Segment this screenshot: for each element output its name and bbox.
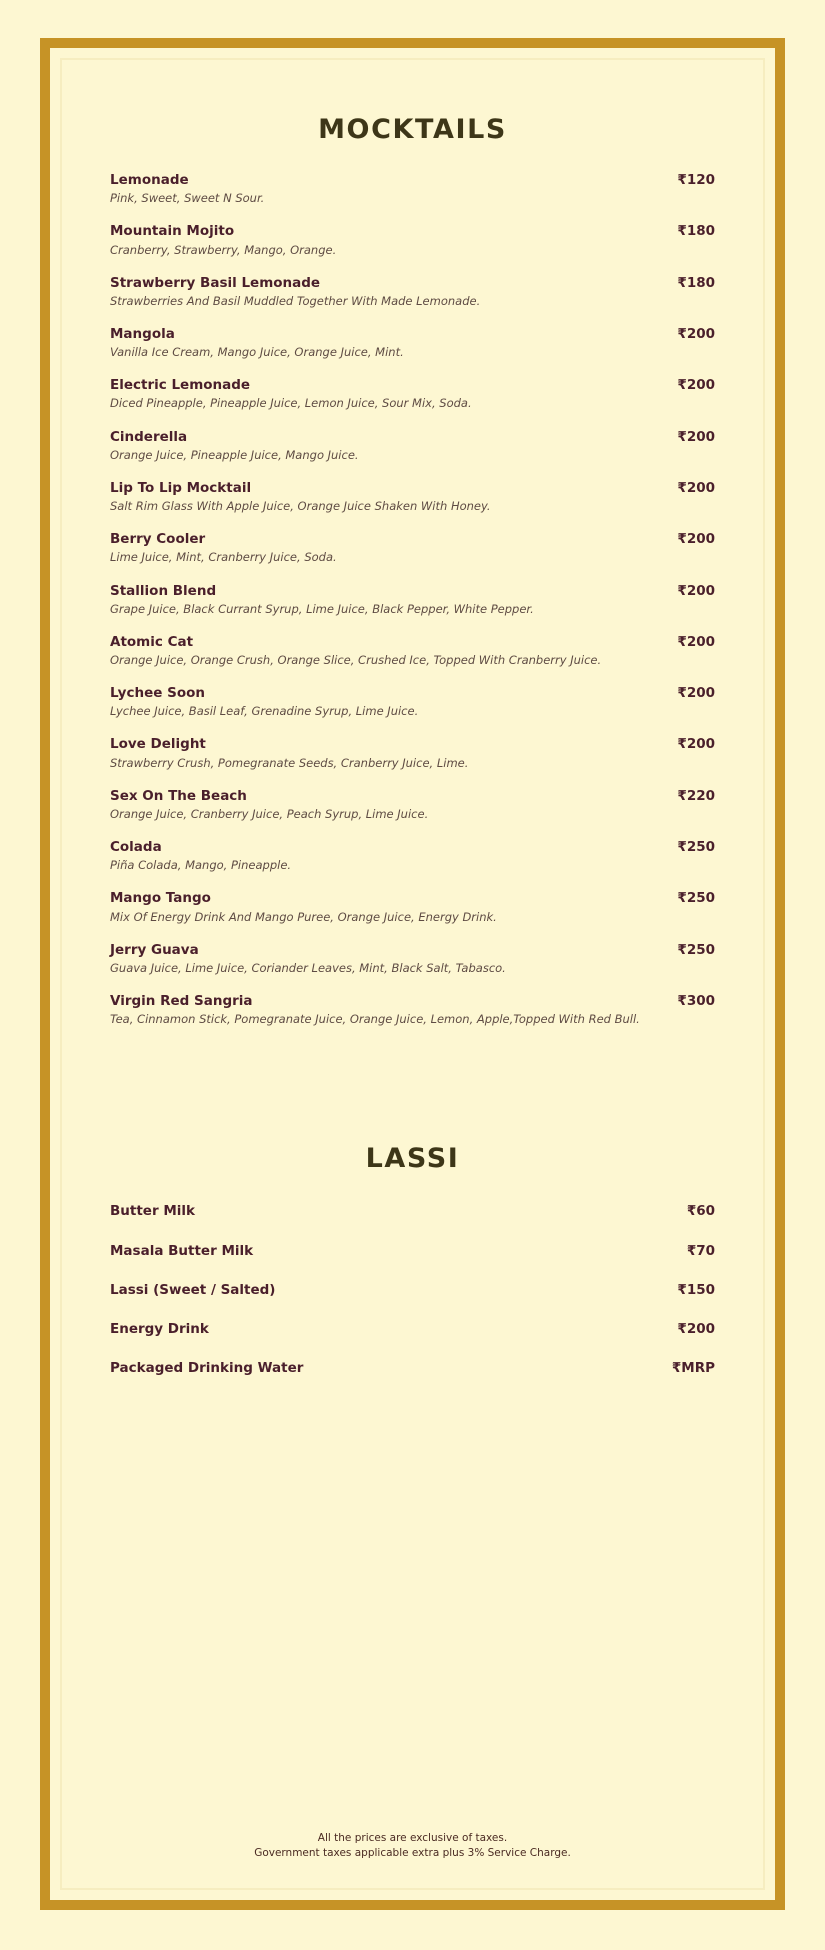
decorative-gold-frame (40, 38, 785, 1910)
menu-item-price: ₹250 (677, 839, 715, 856)
menu-item-text (110, 325, 659, 360)
menu-item (110, 171, 715, 206)
menu-item-name: Energy Drink (110, 1320, 209, 1337)
menu-item-text (110, 428, 659, 463)
menu-item-text (110, 530, 659, 565)
menu-item (110, 1320, 715, 1338)
mocktails-item-list (110, 171, 715, 1027)
menu-item-text (110, 376, 659, 411)
menu-item-price: ₹200 (677, 479, 715, 496)
menu-item (110, 479, 715, 514)
menu-item-price: ₹180 (677, 223, 715, 240)
menu-item-name: Sex On The Beach (110, 787, 247, 804)
footer-line-2: Government taxes applicable extra plus 3% Service Charge. (254, 1847, 571, 1860)
menu-item-description: Strawberries And Basil Muddled Together With Made Lemonade. (110, 293, 481, 308)
menu-item (110, 274, 715, 309)
menu-item-description: Pink, Sweet, Sweet N Sour. (110, 191, 265, 206)
menu-item-price: ₹70 (686, 1242, 715, 1259)
menu-item-description: Salt Rim Glass With Apple Juice, Orange Juice Shaken With Honey. (110, 499, 491, 514)
menu-item (110, 1202, 715, 1220)
menu-item-text (110, 992, 659, 1027)
footer-disclaimer (62, 1831, 763, 1863)
menu-item-name: Stallion Blend (110, 582, 217, 599)
menu-item (110, 376, 715, 411)
menu-item-name: Butter Milk (110, 1203, 195, 1220)
section-heading-lassi: LASSI (365, 1143, 460, 1175)
menu-item-text (110, 479, 659, 514)
menu-item-price: ₹200 (677, 377, 715, 394)
menu-item-description: Orange Juice, Orange Crush, Orange Slice, Crushed Ice, Topped With Cranberry Juice. (110, 653, 602, 668)
footer-line-1: All the prices are exclusive of taxes. (317, 1831, 508, 1844)
menu-item-text (110, 171, 659, 206)
menu-item-description: Lychee Juice, Basil Leaf, Grenadine Syrup, Lime Juice. (110, 704, 419, 719)
section-heading-mocktails: MOCKTAILS (318, 114, 507, 145)
menu-item-text (110, 735, 659, 770)
menu-item-description: Cranberry, Strawberry, Mango, Orange. (110, 242, 337, 257)
menu-item-name: Mango Tango (110, 890, 211, 907)
menu-item (110, 684, 715, 719)
menu-item-name: Atomic Cat (110, 633, 194, 650)
menu-item-price: ₹120 (677, 172, 715, 188)
menu-item-text (110, 1359, 659, 1377)
menu-item-description: Orange Juice, Cranberry Juice, Peach Syrup, Lime Juice. (110, 806, 429, 821)
menu-item-name: Mangola (110, 325, 175, 342)
menu-item-price: ₹250 (677, 890, 715, 907)
menu-item (110, 325, 715, 360)
menu-item-name: Cinderella (110, 428, 188, 445)
menu-item (110, 735, 715, 770)
menu-item-name: Lychee Soon (110, 685, 205, 702)
menu-item (110, 1242, 715, 1260)
menu-item-name: Lassi (Sweet / Salted) (110, 1281, 276, 1298)
menu-item-text (110, 1202, 659, 1220)
menu-item-text (110, 941, 659, 976)
menu-item-description: Guava Juice, Lime Juice, Coriander Leaves, Mint, Black Salt, Tabasco. (110, 960, 506, 975)
section-spacer (110, 1043, 715, 1143)
menu-item (110, 889, 715, 924)
menu-item-name: Colada (110, 839, 162, 856)
menu-item-price: ₹150 (677, 1281, 715, 1298)
menu-item-description: Strawberry Crush, Pomegranate Seeds, Cranberry Juice, Lime. (110, 755, 469, 770)
menu-item-text (110, 1281, 659, 1299)
menu-inner-panel (60, 58, 765, 1890)
menu-item-description: Mix Of Energy Drink And Mango Puree, Orange Juice, Energy Drink. (110, 909, 497, 924)
menu-item (110, 530, 715, 565)
menu-item-name: Virgin Red Sangria (110, 993, 253, 1009)
menu-item-description: Tea, Cinnamon Stick, Pomegranate Juice, Orange Juice, Lemon, Apple,Topped With Red Bull. (110, 1012, 640, 1027)
menu-item-price: ₹200 (677, 428, 715, 445)
menu-item-text (110, 787, 659, 822)
menu-item-name: Berry Cooler (110, 531, 206, 548)
menu-content (62, 60, 763, 1888)
menu-item-description: Vanilla Ice Cream, Mango Juice, Orange Juice, Mint. (110, 345, 404, 360)
menu-item-description: Piña Colada, Mango, Pineapple. (110, 858, 292, 873)
menu-item-price: ₹300 (677, 993, 715, 1009)
menu-item-name: Electric Lemonade (110, 377, 251, 394)
menu-item-price: ₹200 (677, 633, 715, 650)
menu-item (110, 787, 715, 822)
menu-item (110, 1359, 715, 1377)
menu-item (110, 992, 715, 1027)
menu-item-description: Lime Juice, Mint, Cranberry Juice, Soda. (110, 550, 337, 565)
menu-item-price: ₹180 (677, 274, 715, 291)
lassi-item-list (110, 1202, 715, 1377)
menu-item-price: ₹200 (677, 685, 715, 702)
menu-item-name: Masala Butter Milk (110, 1242, 254, 1259)
menu-item-text (110, 1242, 659, 1260)
menu-item (110, 222, 715, 257)
menu-item-name: Love Delight (110, 736, 206, 753)
menu-item-price: ₹200 (677, 582, 715, 599)
menu-item-price: ₹220 (677, 787, 715, 804)
menu-item-name: Strawberry Basil Lemonade (110, 274, 321, 291)
menu-item-price: ₹200 (677, 531, 715, 548)
menu-item-text (110, 684, 659, 719)
menu-item-price: ₹250 (677, 941, 715, 958)
menu-item (110, 428, 715, 463)
menu-item-description: Diced Pineapple, Pineapple Juice, Lemon Juice, Sour Mix, Soda. (110, 396, 472, 411)
menu-item (110, 838, 715, 873)
menu-item-price: ₹200 (677, 325, 715, 342)
menu-item-name: Lemonade (110, 172, 189, 188)
menu-item-text (110, 838, 659, 873)
menu-item (110, 633, 715, 668)
menu-item-text (110, 1320, 659, 1338)
menu-item (110, 1281, 715, 1299)
menu-item (110, 941, 715, 976)
menu-item-name: Lip To Lip Mocktail (110, 479, 252, 496)
menu-item-name: Mountain Mojito (110, 223, 235, 240)
menu-item (110, 582, 715, 617)
menu-item-text (110, 274, 659, 309)
menu-item-text (110, 633, 659, 668)
menu-item-name: Packaged Drinking Water (110, 1360, 304, 1377)
menu-item-text (110, 582, 659, 617)
menu-item-price: ₹MRP (671, 1360, 715, 1377)
menu-item-price: ₹60 (686, 1203, 715, 1220)
menu-item-description: Orange Juice, Pineapple Juice, Mango Juice. (110, 447, 359, 462)
menu-item-price: ₹200 (677, 1320, 715, 1337)
menu-item-name: Jerry Guava (110, 941, 199, 958)
menu-item-text (110, 889, 659, 924)
menu-item-description: Grape Juice, Black Currant Syrup, Lime Juice, Black Pepper, White Pepper. (110, 601, 534, 616)
menu-item-text (110, 222, 659, 257)
menu-item-price: ₹200 (677, 736, 715, 753)
